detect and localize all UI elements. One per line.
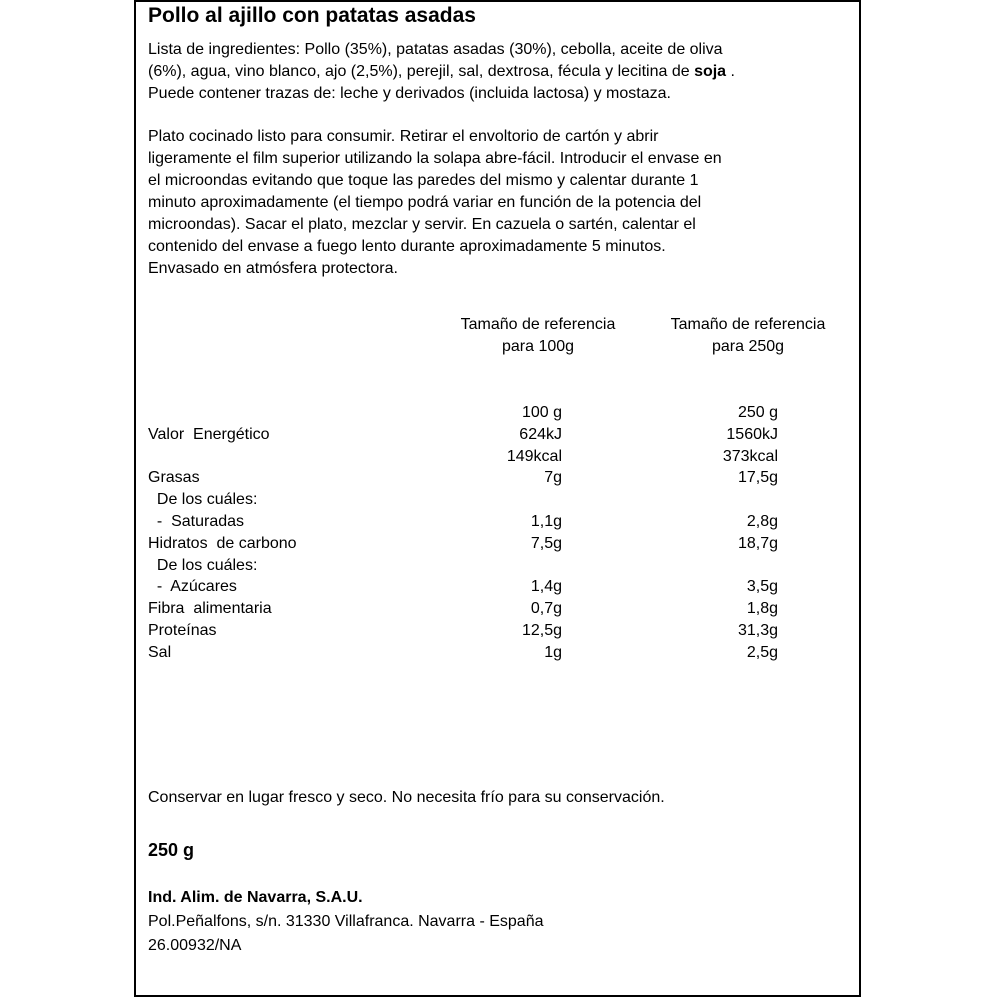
table-row <box>148 467 848 489</box>
storage-instructions: Conservar en lugar fresco y seco. No necesita frío para su conservación. <box>148 789 665 806</box>
column-header-line: para 250g <box>711 338 785 355</box>
value-100g: 149kcal <box>506 447 562 465</box>
company-name: Ind. Alim. de Navarra, S.A.U. <box>148 889 363 906</box>
nutrient-label: - Saturadas <box>148 512 245 530</box>
instruction-line: ligeramente el film superior utilizando la solapa abre-fácil. Introducir el envase en <box>148 150 722 167</box>
table-row <box>148 446 848 468</box>
value-100g: 7,5g <box>530 534 562 552</box>
table-row <box>148 642 848 664</box>
value-250g: 2,5g <box>746 643 778 661</box>
value-250g: 373kcal <box>722 447 778 465</box>
nutrient-label: Fibra alimentaria <box>148 600 272 618</box>
column-header-250g <box>648 314 848 358</box>
traces-warning: Puede contener trazas de: leche y derivados (incluida lactosa) y mostaza. <box>148 85 671 102</box>
table-row <box>148 576 848 598</box>
value-250g: 18,7g <box>737 534 778 552</box>
value-100g: 1,1g <box>530 512 562 530</box>
value-100g: 1,4g <box>530 578 562 596</box>
value-100g: 1g <box>544 643 562 661</box>
nutrient-label: Grasas <box>148 469 200 487</box>
registration-number: 26.00932/NA <box>148 937 242 954</box>
instruction-line: minuto aproximadamente (el tiempo podrá variar en función de la potencia del <box>148 194 702 211</box>
ingredients-text: (6%), agua, vino blanco, ajo (2,5%), perejil, sal, dextrosa, fécula y lecitina de <box>148 63 695 80</box>
column-header-line: Tamaño de referencia <box>670 316 826 333</box>
nutrition-rows <box>148 402 848 664</box>
net-weight: 250 g <box>148 840 195 860</box>
ingredients-text: . <box>726 63 735 80</box>
nutrient-label: De los cuáles: <box>148 491 258 509</box>
packaging-note: Envasado en atmósfera protectora. <box>148 260 398 277</box>
nutrient-label: Hidratos de carbono <box>148 534 297 552</box>
value-250g: 3,5g <box>746 578 778 596</box>
table-row <box>148 402 848 424</box>
table-row <box>148 620 848 642</box>
instruction-line: microondas). Sacar el plato, mezclar y servir. En cazuela o sartén, calentar el <box>148 216 696 233</box>
value-100g: 12,5g <box>521 621 562 639</box>
column-header-line: Tamaño de referencia <box>460 316 616 333</box>
instruction-line: Plato cocinado listo para consumir. Retirar el envoltorio de cartón y abrir <box>148 128 659 145</box>
value-100g: 100 g <box>521 404 562 421</box>
value-250g: 17,5g <box>737 469 778 487</box>
table-row <box>148 598 848 620</box>
allergen-soja: soja <box>694 63 727 80</box>
nutrient-label: Proteínas <box>148 621 217 639</box>
value-250g: 2,8g <box>746 512 778 530</box>
table-row <box>148 511 848 533</box>
ingredients-section <box>148 39 848 105</box>
product-title: Pollo al ajillo con patatas asadas <box>148 4 476 27</box>
nutrient-label: - Azúcares <box>148 578 237 596</box>
value-100g: 624kJ <box>519 425 562 443</box>
preparation-instructions <box>148 126 848 280</box>
value-100g: 7g <box>544 469 562 487</box>
value-100g: 0,7g <box>530 600 562 618</box>
instruction-line: contenido del envase a fuego lento durante aproximadamente 5 minutos. <box>148 238 666 255</box>
ingredients-line: Lista de ingredientes: Pollo (35%), patatas asadas (30%), cebolla, aceite de oliva <box>148 41 723 58</box>
nutrient-label: Valor Energético <box>148 425 270 443</box>
instruction-line: el microondas evitando que toque las paredes del mismo y calentar durante 1 <box>148 172 699 189</box>
nutrient-label: Sal <box>148 643 172 661</box>
nutrient-label: De los cuáles: <box>148 556 258 574</box>
table-row <box>148 424 848 446</box>
value-250g: 250 g <box>737 404 778 421</box>
column-header-100g <box>438 314 638 358</box>
column-header-line: para 100g <box>501 338 575 355</box>
value-250g: 31,3g <box>737 621 778 639</box>
table-row <box>148 555 848 577</box>
ingredients-line <box>148 61 848 83</box>
value-250g: 1,8g <box>746 600 778 618</box>
value-250g: 1560kJ <box>726 425 778 443</box>
company-address: Pol.Peñalfons, s/n. 31330 Villafranca. Navarra - España <box>148 913 544 930</box>
table-row <box>148 533 848 555</box>
table-row <box>148 489 848 511</box>
